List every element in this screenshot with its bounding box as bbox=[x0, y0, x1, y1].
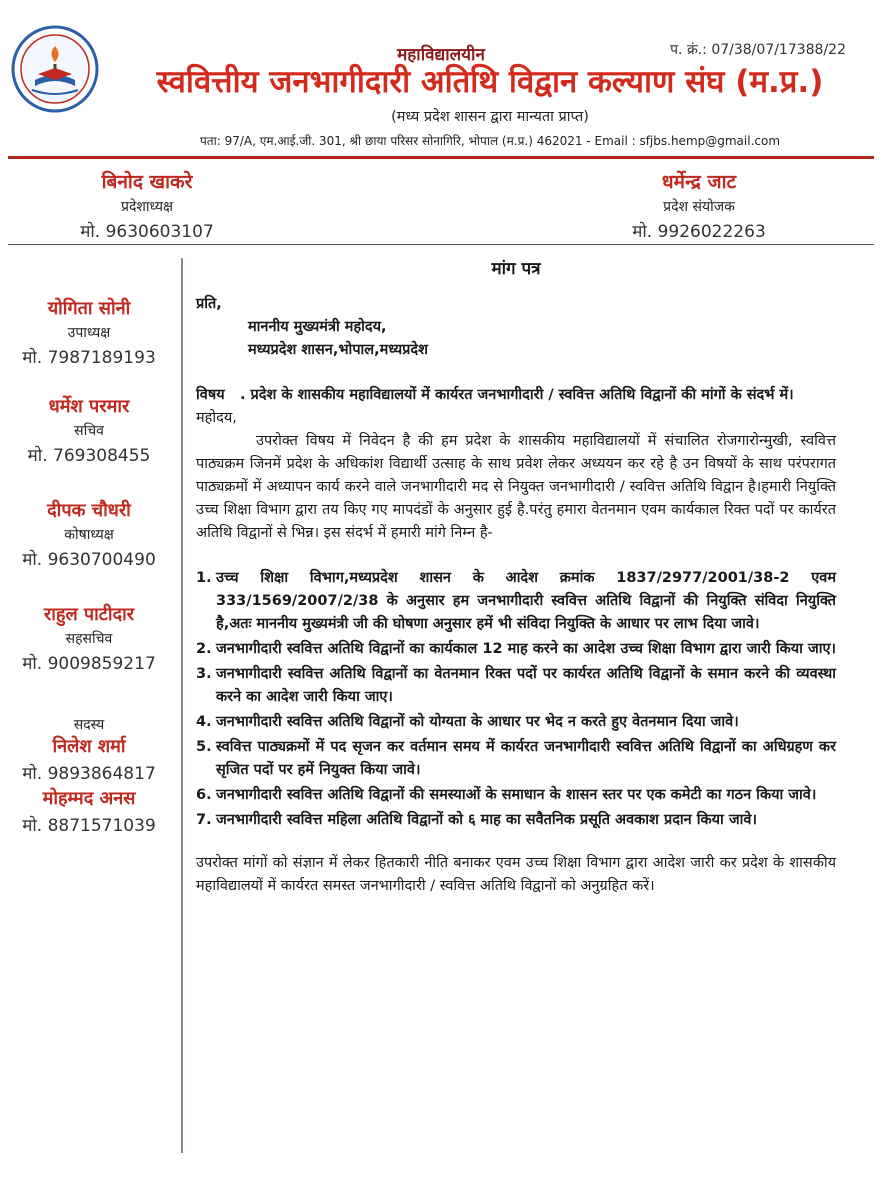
list-item bbox=[196, 809, 836, 832]
organization-logo-icon bbox=[10, 24, 100, 114]
list-item bbox=[196, 663, 836, 709]
item-text: स्ववित्त पाठ्यक्रमों में पद सृजन कर वर्तमान समय में कार्यरत जनभागीदारी स्ववित्त अतिथि विद्वानों का अधिग्रहण कर सृजित पदों पर हमें नियुक्त किया जावे। bbox=[216, 739, 836, 778]
demands-list bbox=[196, 567, 836, 832]
member-role: सचिव bbox=[74, 423, 104, 439]
official-right bbox=[614, 168, 784, 245]
header-divider bbox=[8, 156, 874, 159]
address-line: पता: 97/A, एम.आई.जी. 301, श्री छाया परिसर सोनागिरि, भोपाल (म.प्र.) 462021 - Email : sfjbs.hemp@gmail.com bbox=[199, 134, 781, 148]
official-phone: मो. 9926022263 bbox=[632, 222, 766, 242]
item-number: 2. bbox=[196, 641, 212, 657]
sidebar-member bbox=[0, 786, 178, 836]
official-name: धर्मेन्द्र जाट bbox=[661, 171, 737, 193]
list-item bbox=[196, 736, 836, 782]
sidebar-member bbox=[0, 712, 178, 784]
member-name: राहुल पाटीदार bbox=[43, 604, 135, 625]
member-phone: मो. 9630700490 bbox=[22, 550, 156, 570]
addressee-line: मध्यप्रदेश शासन,भोपाल,मध्यप्रदेश bbox=[248, 342, 428, 358]
member-role: कोषाध्यक्ष bbox=[64, 527, 114, 543]
item-number: 5. bbox=[196, 739, 212, 755]
member-phone: मो. 9893864817 bbox=[22, 764, 156, 784]
list-item bbox=[196, 711, 836, 734]
member-phone: मो. 8871571039 bbox=[22, 816, 156, 836]
subject-label: विषय bbox=[196, 387, 225, 403]
official-phone: मो. 9630603107 bbox=[80, 222, 214, 242]
official-name: बिनोद खाकरे bbox=[101, 171, 193, 193]
sidebar-divider bbox=[181, 258, 183, 1153]
item-text: उच्च शिक्षा विभाग,मध्यप्रदेश शासन के आदेश क्रमांक 1837/2977/2001/38-2 एवम 333/1569/2007/2/38 के अनुसार हम जनभागीदारी स्ववित्त अतिथि विद्वानों की नियुक्ति संविदा नियुक्ति है,अतः माननीय मुख्यमंत्री जी की घोषणा अनुसार हमें भी संविदा नियुक्ति के आधार पर लाभ दिया जावे। bbox=[216, 570, 836, 632]
organization-title: स्ववित्तीय जनभागीदारी अतिथि विद्वान कल्याण संघ (म.प्र.) bbox=[156, 64, 824, 100]
sidebar-member bbox=[0, 602, 178, 674]
official-left bbox=[62, 168, 232, 245]
sidebar-member bbox=[0, 394, 178, 466]
salutation: महोदय, bbox=[196, 410, 237, 426]
item-text: जनभागीदारी स्ववित्त अतिथि विद्वानों की समस्याओं के समाधान के शासन स्तर पर एक कमेटी का गठन किया जावे। bbox=[216, 787, 817, 803]
reference-number: प. क्रं.: 07/38/07/17388/22 bbox=[670, 42, 846, 58]
member-role: सहसचिव bbox=[65, 631, 113, 647]
item-number: 6. bbox=[196, 787, 212, 803]
intro-paragraph: उपरोक्त विषय में निवेदन है की हम प्रदेश के शासकीय महाविद्यालयों में संचालित रोजगारोन्मुखी, स्ववित्त पाठ्यक्रम जिनमें प्रदेश के अधिकांश विद्यार्थी उत्साह के साथ प्रवेश लेकर अध्ययन कर रहे है उन विषयों के साथ परंपरागत पाठ्यक्रमों में अध्यापन कार्य करने वाले जनभागीदारी मद से नियुक्त जनभागीदारी / स्ववित्त अतिथि विद्वान है।हमारी नियुक्ति उच्च शिक्षा विभाग द्वारा तय किए गए मापदंडों के अनुसार हुई है.परंतु हमारा वेतनमान एवम कार्यकाल रिक्त पदों पर कार्यरत अतिथि विद्वानों से भिन्न। इस संदर्भ में हमारी मांगे निम्न है- bbox=[196, 433, 836, 541]
item-text: जनभागीदारी स्ववित्त अतिथि विद्वानों को योग्यता के आधार पर भेद न करते हुए वेतनमान दिया जावे। bbox=[216, 714, 739, 730]
member-name: धर्मेश परमार bbox=[48, 396, 130, 417]
item-text: जनभागीदारी स्ववित्त अतिथि विद्वानों का कार्यकाल 12 माह करने का आदेश उच्च शिक्षा विभाग द्वारा जारी किया जाए। bbox=[216, 641, 836, 657]
member-name: योगिता सोनी bbox=[47, 298, 131, 319]
member-phone: मो. 769308455 bbox=[27, 446, 151, 466]
letter-body bbox=[196, 258, 836, 898]
sidebar-member bbox=[0, 498, 178, 570]
subject-text: . प्रदेश के शासकीय महाविद्यालयों में कार्यरत जनभागीदारी / स्ववित्त अतिथि विद्वानों की मांगों के संदर्भ में। bbox=[240, 387, 794, 403]
closing-paragraph: उपरोक्त मांगों को संज्ञान में लेकर हितकारी नीति बनाकर एवम उच्च शिक्षा विभाग द्वारा आदेश जारी कर प्रदेश के शासकीय महाविद्यालयों में कार्यरत समस्त जनभागीदारी / स्ववित्त अतिथि विद्वानों को अनुग्रहित करें। bbox=[196, 855, 836, 894]
member-name: मोहम्मद अनस bbox=[42, 788, 136, 809]
member-phone: मो. 7987189193 bbox=[22, 348, 156, 368]
list-item bbox=[196, 638, 836, 661]
member-role: उपाध्यक्ष bbox=[67, 325, 111, 341]
official-role: प्रदेशाध्यक्ष bbox=[121, 199, 173, 215]
subject-line bbox=[196, 384, 836, 407]
member-phone: मो. 9009859217 bbox=[22, 654, 156, 674]
member-role: सदस्य bbox=[73, 717, 105, 733]
item-number: 1. bbox=[196, 570, 212, 586]
sidebar-member bbox=[0, 296, 178, 368]
item-number: 3. bbox=[196, 666, 212, 682]
official-role: प्रदेश संयोजक bbox=[663, 199, 735, 215]
list-item bbox=[196, 567, 836, 636]
officials-divider bbox=[8, 244, 874, 245]
list-item bbox=[196, 784, 836, 807]
member-name: दीपक चौधरी bbox=[47, 500, 131, 521]
header-subtitle: महाविद्यालयीन bbox=[397, 45, 485, 65]
item-text: जनभागीदारी स्ववित्त अतिथि विद्वानों का वेतनमान रिक्त पदों पर कार्यरत अतिथि विद्वानों के समान करने की व्यवस्था करने का आदेश जारी किया जाए। bbox=[216, 666, 836, 705]
addressee-line: माननीय मुख्यमंत्री महोदय, bbox=[248, 319, 387, 335]
to-label: प्रति, bbox=[196, 296, 222, 312]
member-name: निलेश शर्मा bbox=[52, 736, 126, 757]
item-text: जनभागीदारी स्ववित्त महिला अतिथि विद्वानों को ६ माह का सवैतनिक प्रसूति अवकाश प्रदान किया जावे। bbox=[216, 812, 757, 828]
letter-heading: मांग पत्र bbox=[491, 259, 541, 279]
item-number: 4. bbox=[196, 714, 212, 730]
item-number: 7. bbox=[196, 812, 212, 828]
recognition-line: (मध्य प्रदेश शासन द्वारा मान्यता प्राप्त) bbox=[391, 109, 589, 125]
